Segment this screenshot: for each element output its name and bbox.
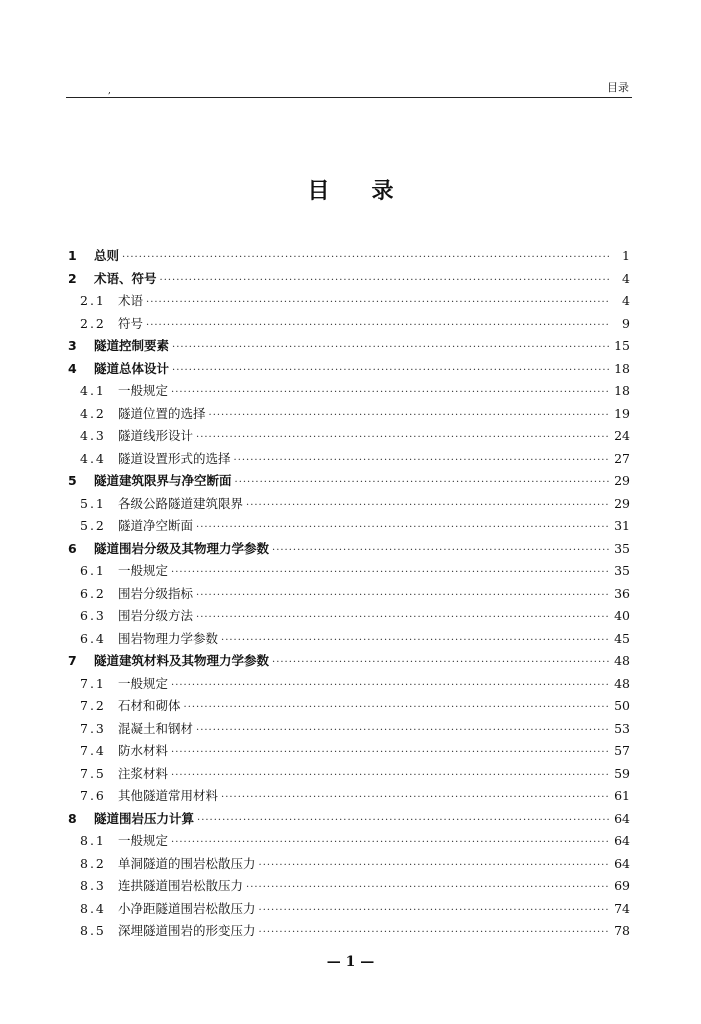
toc-entry-number: 6.1 (80, 563, 106, 578)
toc-entry-page: 69 (614, 878, 630, 893)
toc-entry-title: 总则 (94, 248, 120, 263)
toc-entry-title: 注浆材料 (118, 765, 169, 781)
dot-leader (171, 567, 609, 578)
toc-entry-title: 小净距隧道围岩松散压力 (118, 900, 256, 916)
toc-entry-page: 18 (614, 383, 630, 398)
toc-entry-title: 隧道位置的选择 (118, 405, 206, 421)
toc-entry-title: 隧道线形设计 (118, 428, 194, 443)
toc-entry-title: 隧道围岩压力计算 (94, 810, 195, 826)
toc-chapter-entry (68, 336, 630, 359)
dot-leader (122, 252, 609, 263)
dot-leader (171, 387, 609, 398)
dot-leader (272, 545, 609, 556)
toc-entry-page: 53 (614, 720, 630, 736)
toc-section-entry (68, 831, 630, 854)
toc-entry-title: 一般规定 (118, 383, 169, 398)
toc-entry-page: 57 (614, 743, 630, 758)
running-header: 目录 (607, 81, 629, 94)
toc-entry-title: 一般规定 (118, 563, 169, 578)
dot-leader (272, 657, 609, 668)
toc-section-entry (68, 854, 630, 877)
toc-entry-number: 2.1 (80, 293, 106, 308)
toc-entry-number: 1 (68, 248, 77, 263)
toc-section-entry (68, 674, 630, 697)
toc-section-entry (68, 314, 630, 337)
dot-leader (172, 365, 609, 376)
toc-section-entry (68, 404, 630, 427)
toc-entry-number: 4.4 (80, 450, 106, 466)
dot-leader (197, 815, 609, 826)
toc-section-entry (68, 494, 630, 517)
dot-leader (235, 477, 609, 488)
toc-section-entry (68, 741, 630, 764)
toc-entry-page: 48 (614, 675, 630, 691)
toc-entry-title: 防水材料 (118, 743, 169, 758)
toc-entry-page: 35 (614, 540, 630, 556)
toc-entry-title: 围岩分级指标 (118, 585, 194, 601)
toc-section-entry (68, 696, 630, 719)
dot-leader (146, 320, 609, 331)
dot-leader (209, 410, 609, 421)
toc-entry-title: 隧道控制要素 (94, 338, 170, 353)
toc-entry-page: 1 (622, 248, 630, 263)
dot-leader (221, 635, 609, 646)
dot-leader (171, 747, 609, 758)
dot-leader (196, 590, 609, 601)
dot-leader (246, 500, 609, 511)
toc-entry-title: 一般规定 (118, 675, 169, 691)
toc-entry-number: 8.5 (80, 923, 106, 938)
dot-leader (259, 905, 609, 916)
toc-entry-number: 4.1 (80, 383, 106, 398)
toc-entry-title: 隧道总体设计 (94, 360, 170, 376)
toc-entry-title: 一般规定 (118, 833, 169, 848)
toc-entry-page: 35 (614, 563, 630, 578)
toc-entry-page: 64 (614, 855, 630, 871)
toc-entry-page: 64 (614, 833, 630, 848)
toc-entry-page: 29 (614, 473, 630, 488)
dot-leader (259, 927, 609, 938)
toc-entry-title: 隧道围岩分级及其物理力学参数 (94, 540, 270, 556)
toc-chapter-entry (68, 269, 630, 292)
toc-entry-number: 7.6 (80, 788, 106, 803)
toc-entry-number: 3 (68, 338, 77, 353)
toc-entry-title: 石材和砌体 (118, 698, 181, 713)
toc-entry-number: 8.1 (80, 833, 106, 848)
toc-entry-title: 围岩物理力学参数 (118, 630, 219, 646)
toc-chapter-entry (68, 471, 630, 494)
toc-entry-page: 4 (622, 293, 630, 308)
dot-leader (196, 432, 609, 443)
toc-section-entry (68, 606, 630, 629)
toc-entry-number: 7.1 (80, 675, 106, 691)
toc-entry-page: 15 (614, 338, 630, 353)
toc-entry-title: 术语 (118, 293, 144, 308)
toc-entry-page: 9 (622, 315, 630, 331)
toc-entry-title: 隧道净空断面 (118, 518, 194, 533)
dot-leader (171, 680, 609, 691)
toc-entry-number: 4.3 (80, 428, 106, 443)
toc-entry-title: 隧道建筑材料及其物理力学参数 (94, 653, 270, 668)
dot-leader (196, 522, 609, 533)
toc-section-entry (68, 899, 630, 922)
toc-entry-page: 19 (614, 405, 630, 421)
toc-entry-title: 符号 (118, 315, 144, 331)
toc-section-entry (68, 291, 630, 314)
dot-leader (196, 725, 609, 736)
toc-entry-title: 深埋隧道围岩的形变压力 (118, 923, 256, 938)
toc-entry-number: 7.2 (80, 698, 106, 713)
toc-section-entry (68, 764, 630, 787)
toc-entry-page: 40 (614, 608, 630, 623)
toc-entry-title: 其他隧道常用材料 (118, 788, 219, 803)
toc-entry-page: 50 (614, 698, 630, 713)
toc-entry-title: 连拱隧道围岩松散压力 (118, 878, 244, 893)
dot-leader (184, 702, 609, 713)
toc-section-entry (68, 719, 630, 742)
toc-entry-number: 8.2 (80, 855, 106, 871)
toc-entry-number: 6 (68, 540, 77, 556)
toc-entry-number: 2 (68, 270, 77, 286)
toc-entry-page: 59 (614, 765, 630, 781)
toc-chapter-entry (68, 246, 630, 269)
dot-leader (172, 342, 609, 353)
toc-chapter-entry (68, 809, 630, 832)
toc-entry-page: 78 (614, 923, 630, 938)
toc-entry-number: 7 (68, 653, 77, 668)
toc-entry-number: 8 (68, 810, 77, 826)
dot-leader (146, 297, 609, 308)
toc-section-entry (68, 381, 630, 404)
toc-entry-number: 5 (68, 473, 77, 488)
dot-leader (259, 860, 609, 871)
toc-entry-number: 6.2 (80, 585, 106, 601)
toc-entry-number: 7.4 (80, 743, 106, 758)
dot-leader (246, 882, 609, 893)
toc-entry-page: 18 (614, 360, 630, 376)
toc-entry-page: 48 (614, 653, 630, 668)
dot-leader (171, 770, 609, 781)
toc-entry-number: 4.2 (80, 405, 106, 421)
toc-entry-number: 2.2 (80, 315, 106, 331)
toc-section-entry (68, 629, 630, 652)
dot-leader (234, 455, 609, 466)
toc-entry-number: 6.3 (80, 608, 106, 623)
toc-entry-page: 29 (614, 495, 630, 511)
page-title: 目录 (307, 179, 436, 204)
toc-entry-title: 混凝土和钢材 (118, 720, 194, 736)
toc-section-entry (68, 584, 630, 607)
toc-entry-page: 36 (614, 585, 630, 601)
toc-entry-title: 术语、符号 (94, 270, 157, 286)
toc-chapter-entry (68, 651, 630, 674)
toc-entry-number: 4 (68, 360, 77, 376)
toc-entry-number: 8.4 (80, 900, 106, 916)
toc-entry-title: 单洞隧道的围岩松散压力 (118, 855, 256, 871)
toc-section-entry (68, 426, 630, 449)
toc-section-entry (68, 786, 630, 809)
toc-entry-number: 8.3 (80, 878, 106, 893)
header-mark: , (108, 86, 111, 96)
toc-entry-number: 5.2 (80, 518, 106, 533)
dot-leader (160, 275, 609, 286)
toc-entry-page: 4 (622, 270, 630, 286)
toc-entry-page: 27 (614, 450, 630, 466)
toc-entry-title: 围岩分级方法 (118, 608, 194, 623)
toc-entry-number: 5.1 (80, 495, 106, 511)
toc-entry-number: 6.4 (80, 630, 106, 646)
toc-entry-title: 隧道设置形式的选择 (118, 450, 231, 466)
toc-entry-number: 7.3 (80, 720, 106, 736)
table-of-contents (68, 246, 630, 944)
toc-section-entry (68, 921, 630, 944)
toc-entry-page: 74 (614, 900, 630, 916)
toc-entry-page: 64 (614, 810, 630, 826)
toc-entry-number: 7.5 (80, 765, 106, 781)
toc-chapter-entry (68, 359, 630, 382)
page-number: — 1 — (326, 954, 375, 970)
toc-entry-page: 31 (614, 518, 630, 533)
toc-section-entry (68, 449, 630, 472)
toc-entry-page: 61 (614, 788, 630, 803)
toc-entry-page: 24 (614, 428, 630, 443)
toc-section-entry (68, 876, 630, 899)
toc-section-entry (68, 516, 630, 539)
toc-entry-page: 45 (614, 630, 630, 646)
dot-leader (221, 792, 609, 803)
dot-leader (171, 837, 609, 848)
toc-entry-title: 隧道建筑限界与净空断面 (94, 473, 232, 488)
toc-entry-title: 各级公路隧道建筑限界 (118, 495, 244, 511)
dot-leader (196, 612, 609, 623)
toc-chapter-entry (68, 539, 630, 562)
toc-section-entry (68, 561, 630, 584)
header-rule (66, 97, 632, 98)
